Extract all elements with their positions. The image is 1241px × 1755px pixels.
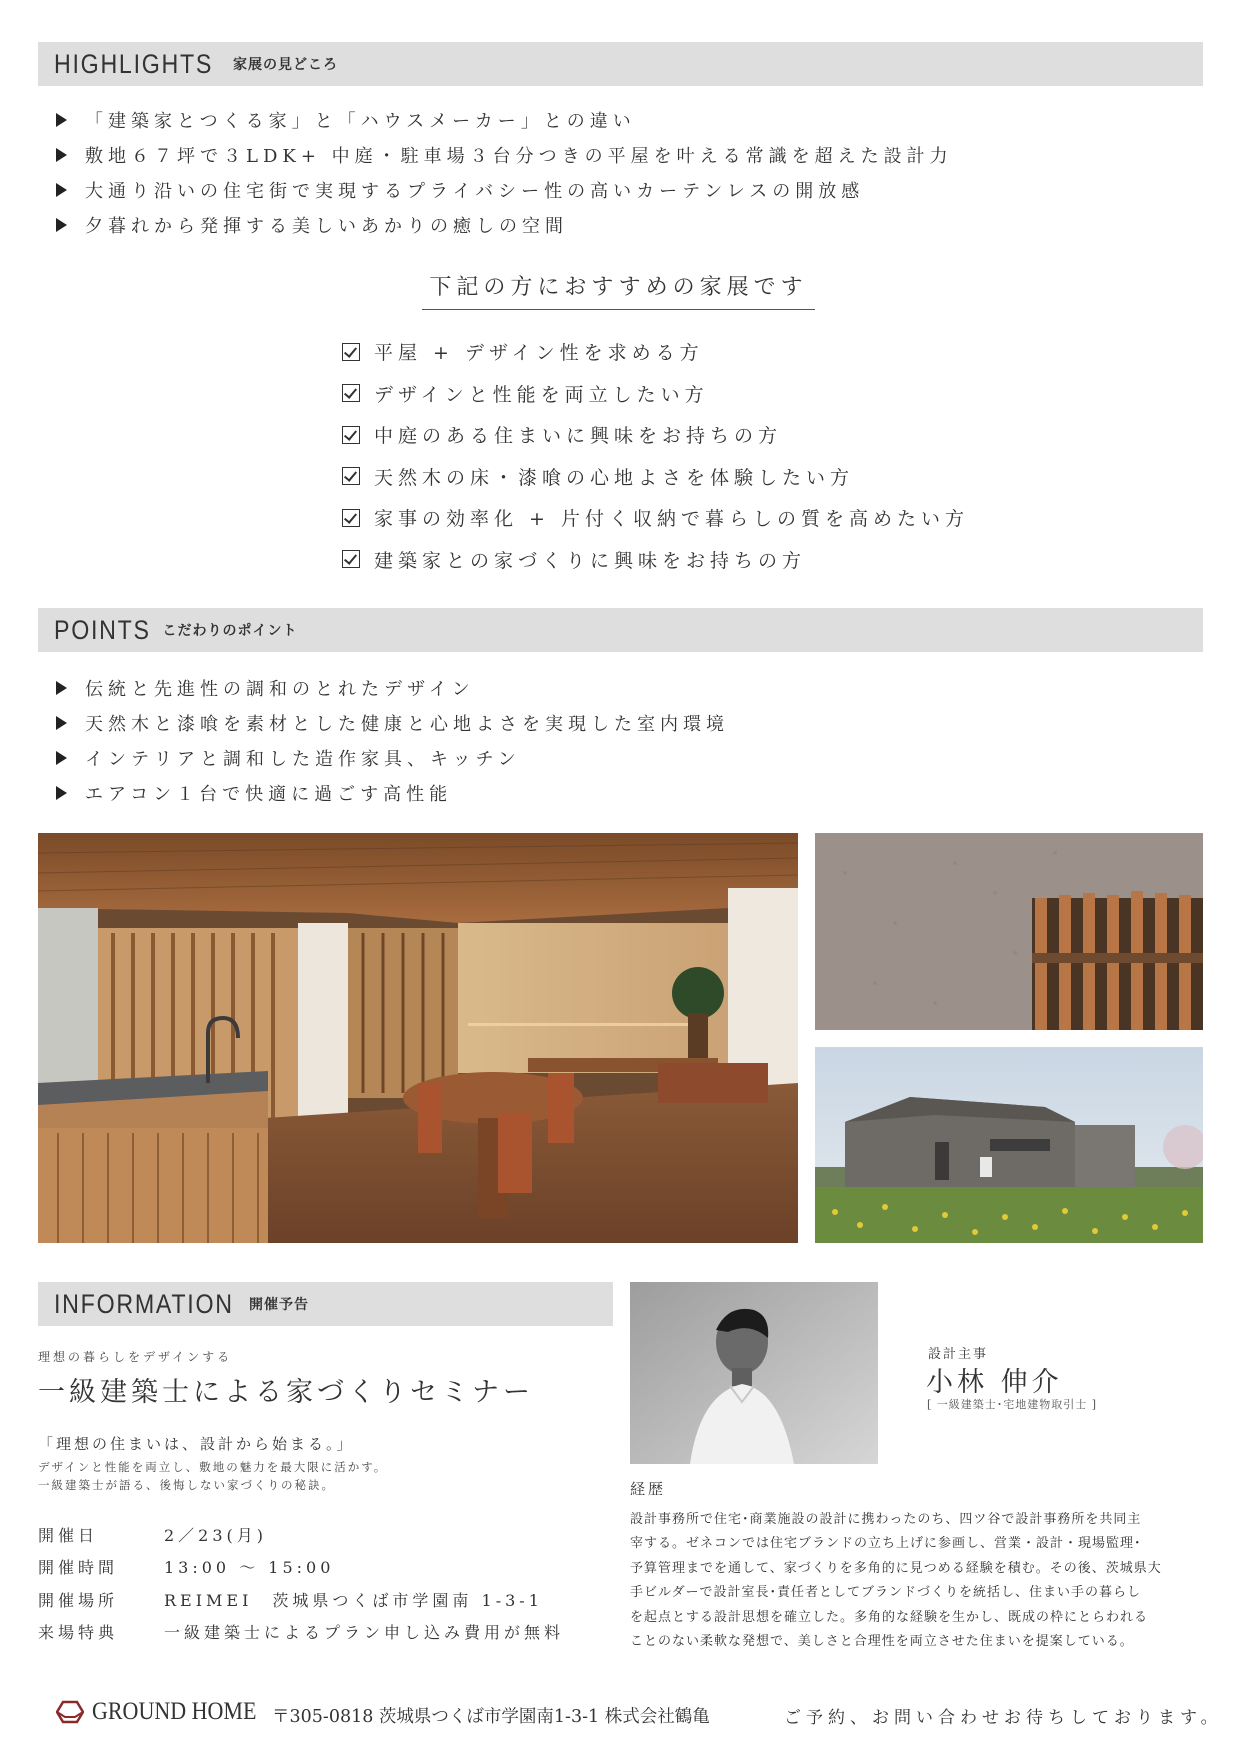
points-title: POINTS bbox=[54, 614, 151, 645]
career-body: 設計事務所で住宅･商業施設の設計に携わったのち、四ツ谷で設計事務所を共同主 宰する。ゼネコンでは住宅ブランドの立ち上げに参画し、営業・設計・現場監理･ 予算管理までを通して、家づくりを多角的に見つめる経験を積む。その後、茨城県大 手ビルダーで設計室長･責任者としてブランドづくりを統括し、住まい手の暮らし を起点とする設計思想を確立した。多角的な経験を生かし、既成の枠にとらわれる ことのない柔軟な発想で、美しさと合理性を両立させた住まいを提案している。 bbox=[630, 1512, 1162, 1650]
detail-row-venue: 開催場所 REIMEI 茨城県つくば市学園南 1-3-1 bbox=[38, 1590, 543, 1610]
list-item: 伝統と先進性の調和のとれたデザイン bbox=[56, 670, 729, 705]
checkbox-icon bbox=[342, 426, 360, 444]
points-header bbox=[38, 608, 1203, 652]
company-address: 〒305-0818 茨城県つくば市学園南1-3-1 株式会社鶴亀 bbox=[272, 1707, 710, 1727]
triangle-bullet-icon bbox=[56, 786, 67, 800]
facade-detail-photo bbox=[815, 833, 1203, 1030]
triangle-bullet-icon bbox=[56, 113, 67, 127]
checkbox-icon bbox=[342, 550, 360, 568]
contact-message: ご予約、お問い合わせお待ちしております。 bbox=[784, 1708, 1223, 1728]
designer-portrait bbox=[630, 1282, 878, 1464]
list-item: 天然木の床・漆喰の心地よさを体験したい方 bbox=[342, 456, 969, 498]
list-item: 平屋 + デザイン性を求める方 bbox=[342, 331, 969, 373]
seminar-title: 一級建築士による家づくりセミナー bbox=[38, 1377, 534, 1408]
list-item: 天然木と漆喰を素材とした健康と心地よさを実現した室内環境 bbox=[56, 705, 729, 740]
detail-row-time: 開催時間 13:00 〜 15:00 bbox=[38, 1558, 335, 1578]
seminar-description: デザインと性能を両立し、敷地の魅力を最大限に活かす。 一級建築士が語る、後悔しない家づくりの秘訣。 bbox=[38, 1460, 388, 1492]
recommend-list bbox=[342, 331, 969, 580]
information-header bbox=[38, 1282, 613, 1326]
list-item: 敷地６７坪で３LDK+ 中庭・駐車場３台分つきの平屋を叶える常識を超えた設計力 bbox=[56, 137, 953, 172]
seminar-details bbox=[38, 1518, 564, 1648]
exterior-photo bbox=[815, 1047, 1203, 1243]
information-subtitle: 開催予告 bbox=[248, 1297, 309, 1313]
list-item: 家事の効率化 + 片付く収納で暮らしの質を高めたい方 bbox=[342, 497, 969, 539]
list-item: 大通り沿いの住宅街で実現するプライバシー性の高いカーテンレスの開放感 bbox=[56, 172, 953, 207]
highlights-list bbox=[56, 102, 953, 242]
points-subtitle: こだわりのポイント bbox=[162, 623, 298, 639]
detail-row-date: 開催日 2／23(月) bbox=[38, 1525, 268, 1545]
triangle-bullet-icon bbox=[56, 183, 67, 197]
company-logo bbox=[56, 1698, 279, 1726]
interior-photo bbox=[38, 833, 798, 1243]
information-title: INFORMATION bbox=[54, 1288, 234, 1319]
highlights-title: HIGHLIGHTS bbox=[54, 48, 214, 79]
list-item: 建築家との家づくりに興味をお持ちの方 bbox=[342, 539, 969, 581]
logo-mark-icon bbox=[56, 1700, 84, 1724]
points-list bbox=[56, 670, 729, 810]
designer-license: [ 一級建築士･宅地建物取引士 ] bbox=[927, 1398, 1098, 1411]
triangle-bullet-icon bbox=[56, 218, 67, 232]
list-item: 夕暮れから発揮する美しいあかりの癒しの空間 bbox=[56, 207, 953, 242]
checkbox-icon bbox=[342, 509, 360, 527]
list-item: 中庭のある住まいに興味をお持ちの方 bbox=[342, 414, 969, 456]
triangle-bullet-icon bbox=[56, 681, 67, 695]
career-title: 経歴 bbox=[630, 1480, 667, 1498]
triangle-bullet-icon bbox=[56, 716, 67, 730]
detail-row-benefit: 来場特典 一級建築士によるプラン申し込み費用が無料 bbox=[38, 1623, 565, 1643]
logo-text: GROUND HOME bbox=[92, 1698, 257, 1725]
list-item: 「建築家とつくる家」と「ハウスメーカー」との違い bbox=[56, 102, 953, 137]
list-item: エアコン１台で快適に過ごす高性能 bbox=[56, 775, 729, 810]
triangle-bullet-icon bbox=[56, 148, 67, 162]
highlights-header bbox=[38, 42, 1203, 86]
triangle-bullet-icon bbox=[56, 751, 67, 765]
recommend-title: 下記の方におすすめの家展です bbox=[422, 270, 815, 310]
list-item: デザインと性能を両立したい方 bbox=[342, 373, 969, 415]
checkbox-icon bbox=[342, 343, 360, 361]
seminar-subtitle: 理想の暮らしをデザインする bbox=[38, 1350, 233, 1364]
checkbox-icon bbox=[342, 384, 360, 402]
checkbox-icon bbox=[342, 467, 360, 485]
highlights-subtitle: 家展の見どころ bbox=[233, 57, 339, 73]
designer-role: 設計主事 bbox=[928, 1347, 989, 1362]
designer-name: 小林 伸介 bbox=[926, 1367, 1063, 1398]
list-item: インテリアと調和した造作家具、キッチン bbox=[56, 740, 729, 775]
seminar-quote: 「理想の住まいは、設計から始まる。」 bbox=[38, 1435, 355, 1453]
